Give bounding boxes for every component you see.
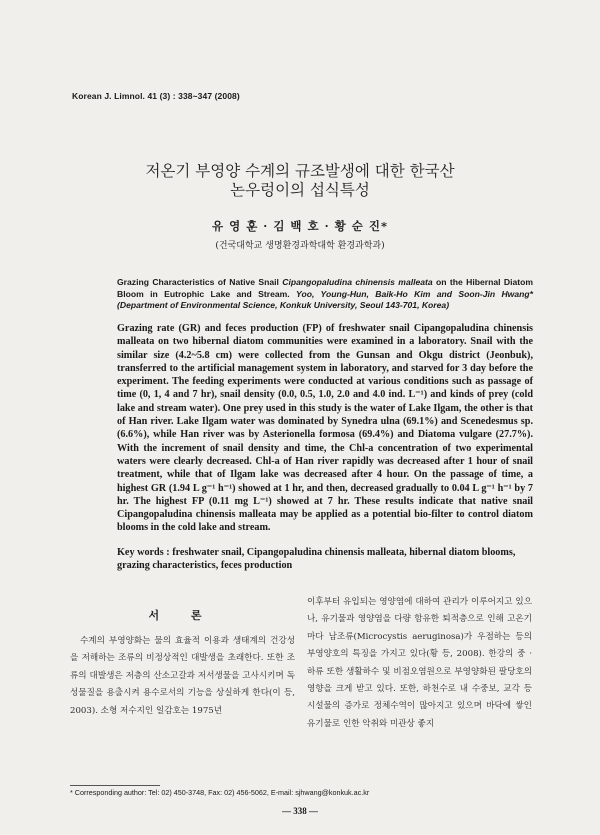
footnote-divider <box>70 785 160 786</box>
english-authors: Yoo, Young-Hun, Baik-Ho Kim and Soon-Jin Hwang* (Department of Environmental Science, Konkuk University, Seoul 143-701, Korea) <box>117 288 533 310</box>
body-column-right: 이후부터 유입되는 영양염에 대하여 관리가 이루어지고 있으나, 유기물과 영양염을 다량 함유한 퇴적층으로 인해 고온기마다 남조류(Microcystis aeruginosa)가 우점하는 등의 부영양호의 특징을 가지고 있다(황 등, 2008). 한강의 중 · 하류 또한 생활하수 및 비점오염원으로 부영양화된 팔당호의 영향을 크게 받고 있다. 또한, 하천수로 내 수중보, 교각 등 시설물의 증가로 정체수역이 많아지고 있으며 바닥에 쌓인 유기물로 인한 악취와 미관상 좋지 <box>307 597 532 729</box>
title-korean-line2: 논우렁이의 섭식특성 <box>230 181 370 199</box>
journal-citation: Korean J. Limnol. 41 (3) : 338~347 (2008) <box>72 91 240 101</box>
body-column-left: 수계의 부영양화는 물의 효율적 이용과 생태계의 건강성을 저해하는 조류의 비정상적인 대발생을 초래한다. 또한 조류의 대발생은 저층의 산소고갈과 저서생물을 고사시키며 독성물질을 용출시켜 용수로서의 기능을 상실하게 한다(이 등, 2003). 소형 저수지인 일감호는 1975년 <box>70 636 295 716</box>
keywords <box>117 546 533 573</box>
affiliation-korean: (건국대학교 생명환경과학대학 환경과학과) <box>215 241 385 251</box>
keywords-label: Key words : <box>117 547 170 558</box>
title-korean-line1: 저온기 부영양 수계의 규조발생에 대한 한국산 <box>145 162 455 180</box>
keywords-text: freshwater snail, Cipangopaludina chinensis malleata, hibernal diatom blooms, grazing characteristics, feces production <box>117 547 516 572</box>
abstract: Grazing rate (GR) and feces production (FP) of freshwater snail Cipangopaludina chinensis malleata on two hibernal diatom communities were examined in a laboratory. Snail with the similar size (4.2~5.8 cm) were collected from the Gunsan and Okgu district (Jeonbuk), transferred to the artificial management system in laboratory, and starved for 3 day before the experiment. The feeding experiments were conducted at various conditions such as passage of time (0, 1, 4 and 7 hr), snail density (0.0, 0.5, 1.0, 2.0 and 4.0 ind. L⁻¹) and kinds of prey (cold lake and stream water). One prey used in this study is the water of Lake Ilgam, the other is that of Han river. Lake Ilgam water was dominated by Synedra ulna (69.1%) and Scenedesmus sp. (6.6%), while Han river was by Asterionella formosa (69.4%) and Diatoma vulgare (27.7%). With the increment of snail density and time, the Chl-a concentration of two experimental waters were clearly decreased. Chl-a of Han river rapidly was decreased after 1 hour of snail treatment, while that of Ilgam lake was decreased after 4 hour. On the passage of time, a highest GR (1.94 L g⁻¹ h⁻¹) showed at 1 hr, and then, decreased gradually to 0.04 L g⁻¹ h⁻¹ by 7 hr. The highest FP (0.11 mg L⁻¹) showed at 7 hr. These results indicate that native snail Cipangopaludina chinensis malleata may be applied as a potential bio-filter to control diatom blooms in the cold lake and stream. <box>117 323 533 534</box>
english-title-species: Cipangopaludina chinensis malleata <box>282 277 433 287</box>
section-title-introduction: 서 론 <box>148 609 216 622</box>
english-title-part2: on the Hibernal Diatom Bloom in Eutrophic Lake and Stream. <box>117 277 533 299</box>
corresponding-author-footnote: * Corresponding author: Tel: 02) 450-3748, Fax: 02) 456-5062, E-mail: sjhwang@konkuk.ac.kr <box>70 788 370 797</box>
page-number: — 338 — <box>282 806 318 816</box>
english-title-part1: Grazing Characteristics of Native Snail <box>117 277 283 287</box>
english-title-block <box>117 277 533 312</box>
authors-korean: 유 영 훈 · 김 백 호 · 황 순 진* <box>211 219 389 233</box>
